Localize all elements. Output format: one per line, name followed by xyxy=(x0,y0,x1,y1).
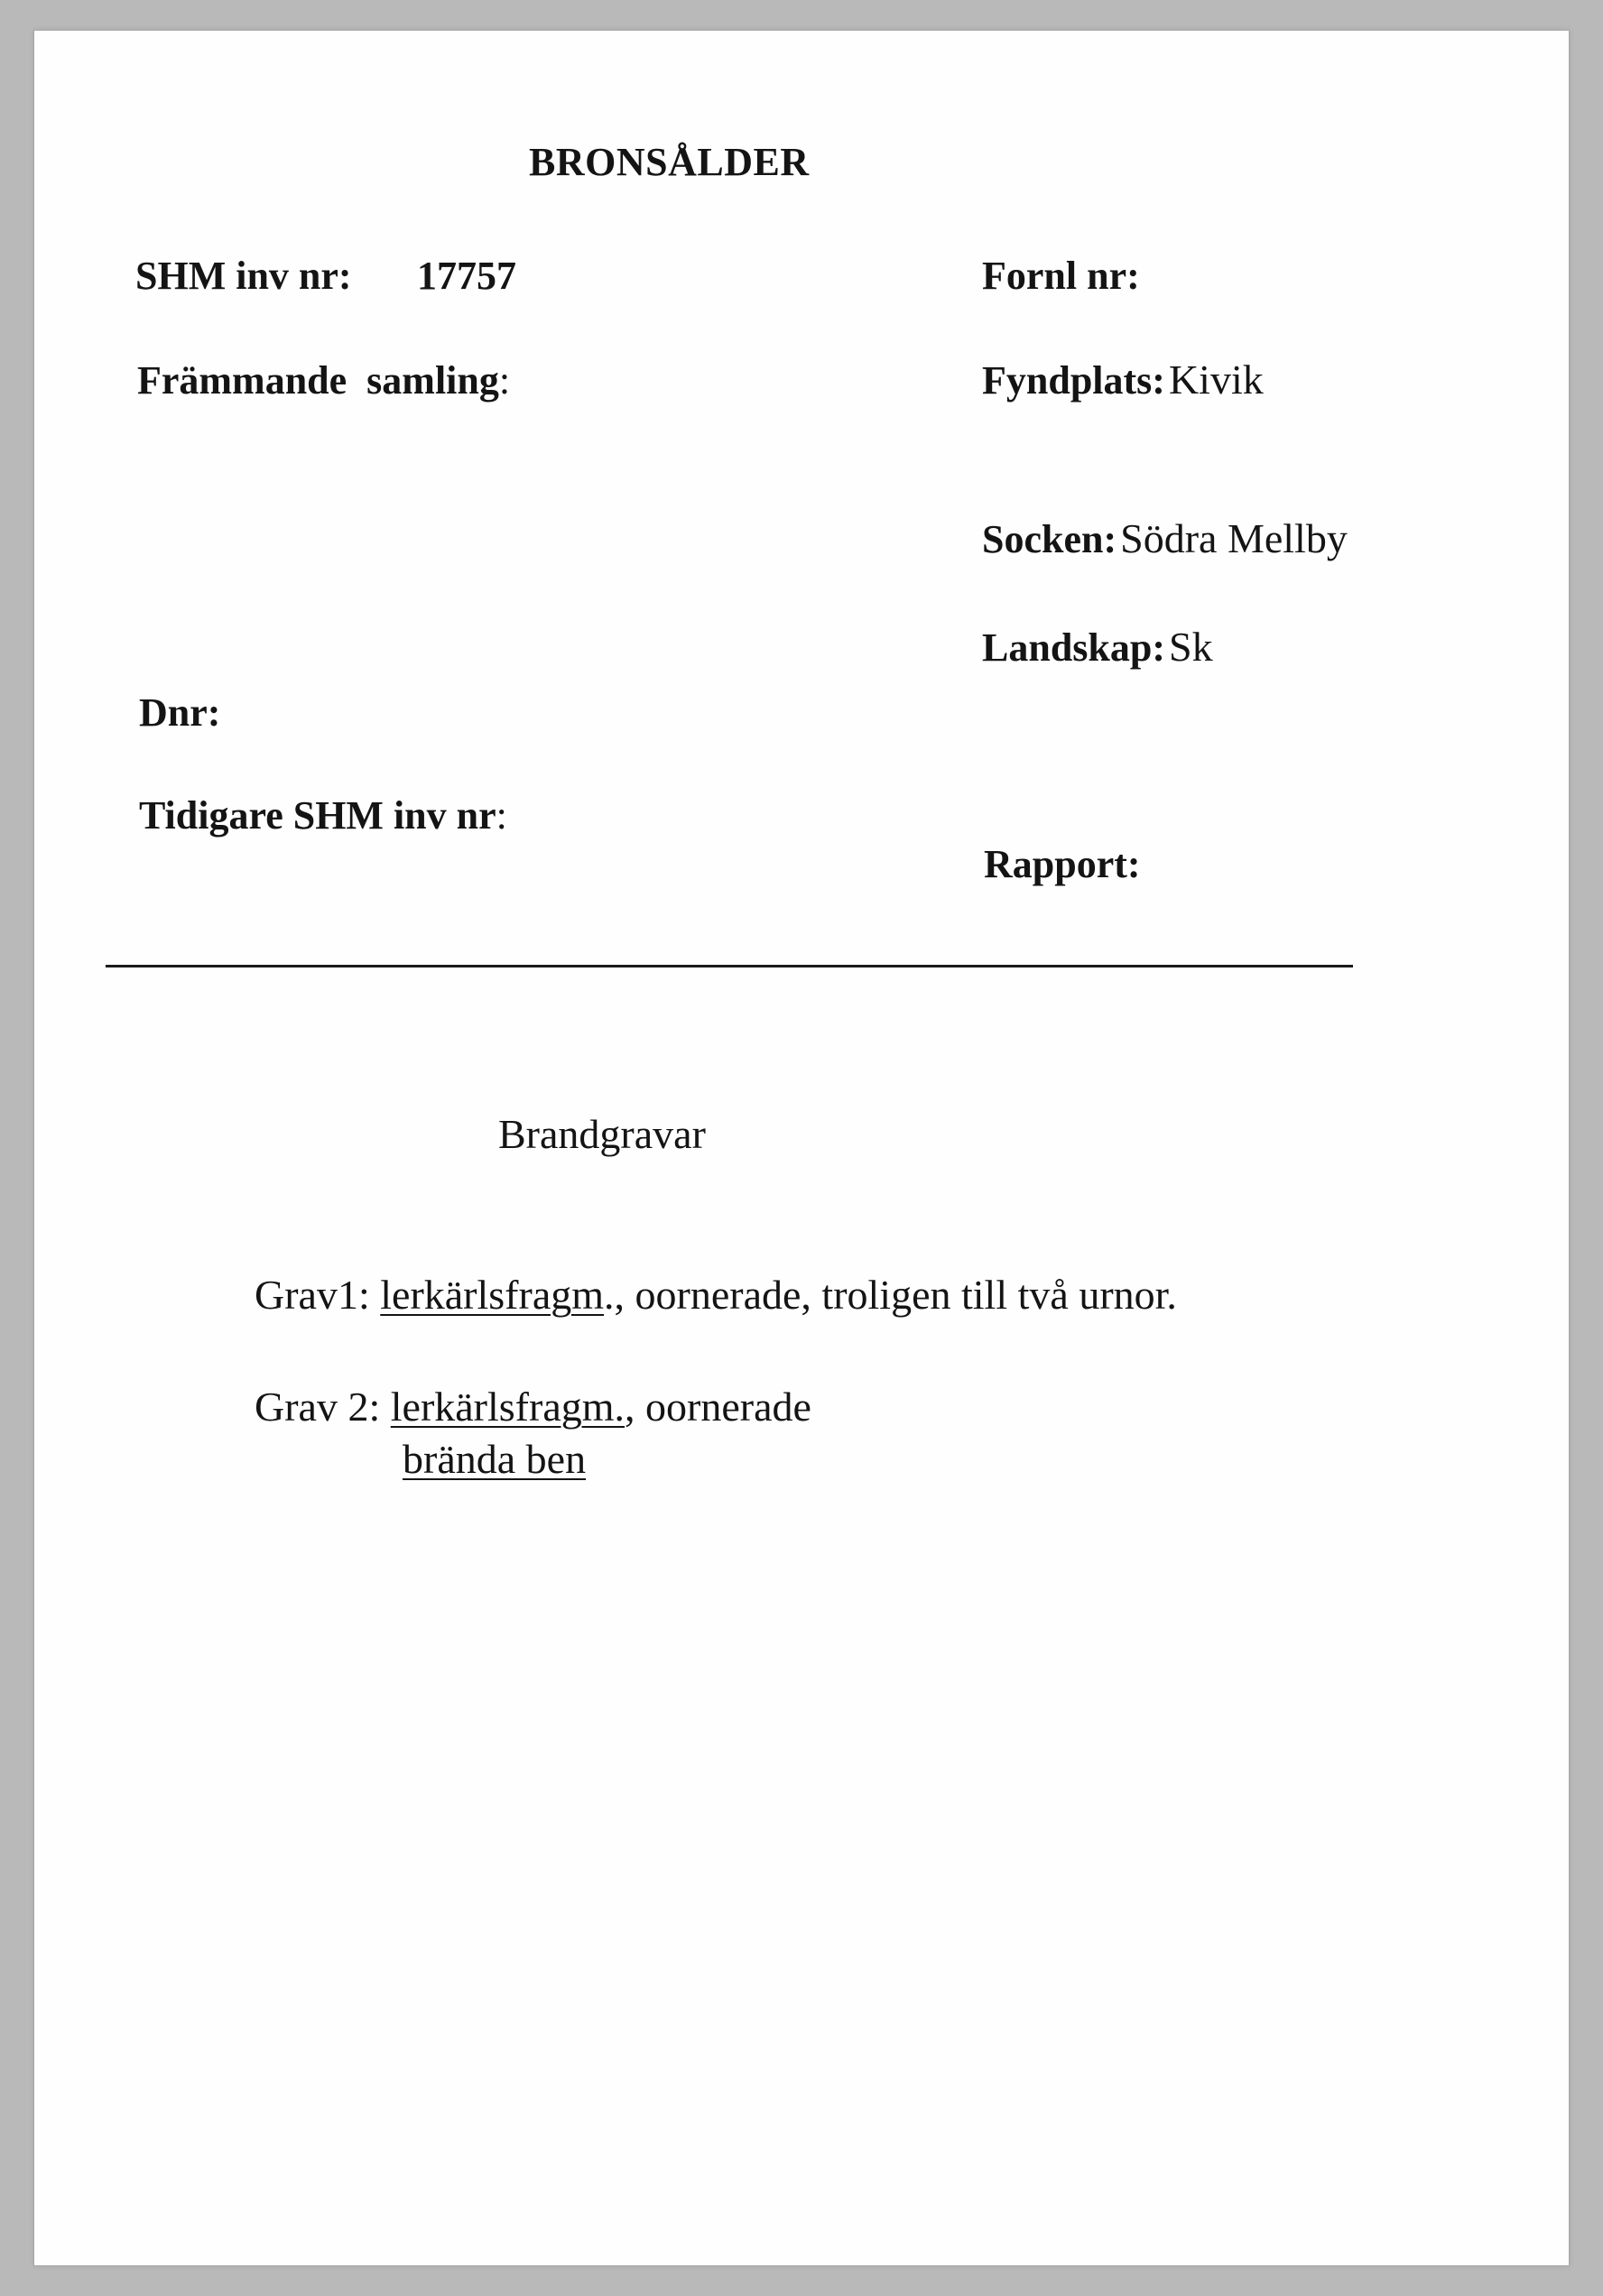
shm-inv-label: SHM inv nr: xyxy=(135,254,352,298)
section-heading: Brandgravar xyxy=(498,1111,706,1157)
landskap-label: Landskap: xyxy=(982,625,1166,670)
fornl-nr-label: Fornl nr: xyxy=(982,254,1140,298)
landskap-value: Sk xyxy=(1169,624,1213,670)
card-title: BRONSÅLDER xyxy=(529,140,810,184)
divider-rule xyxy=(106,965,1353,967)
socken-row xyxy=(982,515,1348,561)
tidigare-shm-inv-label xyxy=(139,793,507,838)
tidigare-shm-inv-colon: : xyxy=(496,793,507,838)
grav2-item: lerkärlsfragm. xyxy=(390,1384,625,1430)
grav1-item: lerkärlsfragm xyxy=(380,1272,605,1318)
socken-value: Södra Mellby xyxy=(1120,515,1348,561)
dnr-label: Dnr: xyxy=(139,690,221,735)
fyndplats-row xyxy=(982,356,1264,403)
catalog-card xyxy=(34,31,1569,2265)
grav2-line2: brända ben xyxy=(403,1436,587,1482)
grav2-entry xyxy=(255,1386,811,1428)
grav2-description: , oornerade xyxy=(625,1384,811,1430)
shm-inv-value: 17757 xyxy=(417,254,516,298)
frammande-samling-text: Främmande samling xyxy=(137,358,499,403)
frammande-samling-label xyxy=(137,358,511,403)
grav1-description: ., oornerade, troligen till två urnor. xyxy=(604,1272,1177,1318)
landskap-row xyxy=(982,626,1213,668)
grav2-label: Grav 2: xyxy=(255,1384,381,1430)
grav1-label: Grav1: xyxy=(255,1272,370,1318)
fyndplats-value: Kivik xyxy=(1168,356,1264,403)
socken-label: Socken: xyxy=(982,517,1117,561)
grav1-entry xyxy=(255,1274,1177,1316)
tidigare-shm-inv-text: Tidigare SHM inv nr xyxy=(139,793,496,838)
fyndplats-label: Fyndplats: xyxy=(982,358,1165,403)
frammande-samling-colon: : xyxy=(498,358,511,403)
rapport-label: Rapport: xyxy=(984,842,1141,886)
